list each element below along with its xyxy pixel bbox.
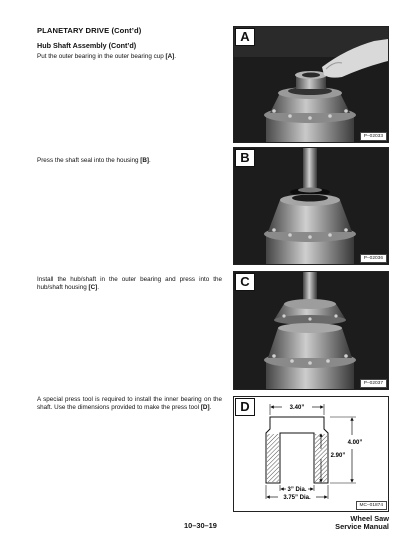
manual-title-line2: Service Manual [335, 522, 389, 531]
manual-title [335, 515, 389, 531]
figure-ref-b: [B] [140, 157, 150, 164]
figure-b-photo [234, 148, 388, 264]
figure-c-letter: C [235, 273, 255, 291]
figure-a-code: P–02033 [360, 132, 387, 141]
figure-c-code: P–02037 [360, 379, 387, 388]
figure-ref-c: [C] [88, 283, 98, 291]
figure-d-panel [233, 396, 389, 512]
step-d-text: A special press tool is required to install the inner bearing on the shaft. Use the dimensions provided to make the press tool [D]. [37, 396, 222, 411]
manual-title-line1: Wheel Saw [350, 514, 389, 523]
step-c-text: Install the hub/shaft in the outer bearing and press into the hub/shaft housing [C]. [37, 276, 222, 291]
dim-height: 4.00” [347, 440, 363, 446]
figure-b-letter: B [235, 149, 255, 167]
press-tool-drawing [234, 397, 388, 511]
dim-inner-height: 2.90” [330, 453, 346, 459]
figure-b-panel [233, 147, 389, 265]
page-number: 10–30–19 [184, 521, 217, 530]
figure-ref-a: [A] [165, 53, 175, 60]
figure-a-panel [233, 26, 389, 143]
dim-outer-dia: 3.75” Dia. [283, 495, 311, 501]
figure-c-panel [233, 271, 389, 390]
dim-top-width: 3.40” [289, 405, 305, 411]
section-title: PLANETARY DRIVE (Cont’d) [37, 26, 142, 35]
step-b-text: Press the shaft seal into the housing [B]. [37, 157, 151, 164]
figure-a-photo [234, 27, 388, 142]
figure-d-code: MC–01874 [356, 501, 387, 510]
step-a-text: Put the outer bearing in the outer bearing cup [A]. [37, 53, 176, 60]
figure-ref-d: [D] [200, 403, 210, 411]
figure-c-photo [234, 272, 388, 389]
sub-title: Hub Shaft Assembly (Cont’d) [37, 41, 137, 50]
dim-inner-dia: 3” Dia. [287, 487, 307, 493]
figure-b-code: P–02036 [360, 254, 387, 263]
figure-d-letter: D [235, 398, 255, 416]
figure-a-letter: A [235, 28, 255, 46]
